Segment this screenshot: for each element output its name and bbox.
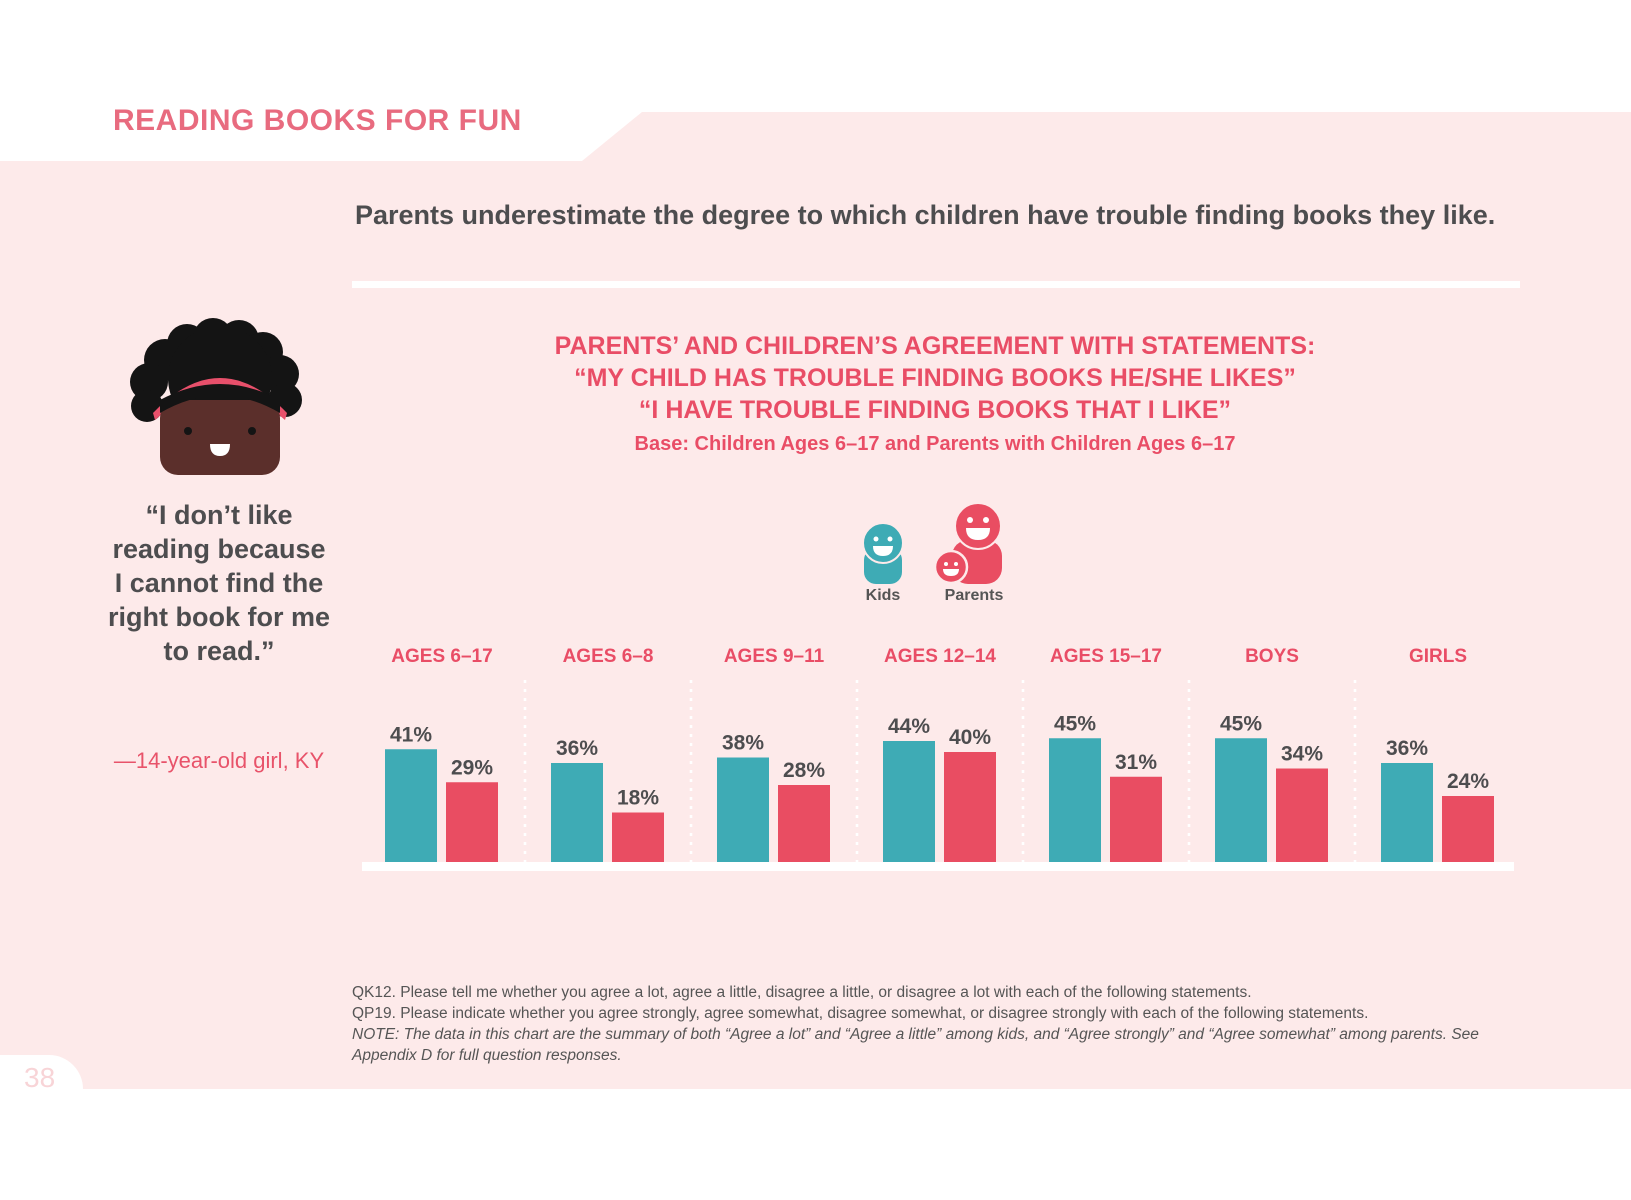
footnote-qk12: QK12. Please tell me whether you agree a lot, agree a little, disagree a little, or disagree a lot with each of the following statements.: [352, 984, 1252, 1001]
bar-kids-ages-9-11: [717, 758, 769, 863]
bar-parents-ages-12-14: [944, 752, 996, 862]
bar-parents-ages-9-11: [778, 785, 830, 862]
chart-title-line-1: PARENTS’ AND CHILDREN’S AGREEMENT WITH STATEMENTS:: [554, 332, 1316, 360]
category-label-ages-9-11: AGES 9–11: [723, 646, 825, 667]
bar-kids-ages-12-14: [883, 741, 935, 862]
section-title: READING BOOKS FOR FUN: [113, 104, 522, 137]
value-label-parents-ages-9-11: 28%: [782, 759, 826, 782]
bar-parents-ages-15-17: [1110, 777, 1162, 862]
category-label-ages-12-14: AGES 12–14: [884, 646, 996, 667]
chart-baseline: [362, 862, 1514, 871]
value-label-kids-boys: 45%: [1219, 712, 1263, 736]
headline: Parents underestimate the degree to which children have trouble finding books they like.: [355, 200, 1496, 230]
value-label-parents-ages-6-8: 18%: [616, 786, 660, 810]
category-label-ages-15-17: AGES 15–17: [1050, 646, 1162, 667]
value-label-kids-ages-6-17: 41%: [389, 723, 433, 747]
quote-text: “I don’t like reading because I cannot find the right book for me to read.”: [108, 500, 330, 666]
bar-parents-girls: [1442, 796, 1494, 862]
bar-parents-ages-6-17: [446, 782, 498, 862]
chart-title-line-2: “MY CHILD HAS TROUBLE FINDING BOOKS HE/SHE LIKES”: [574, 364, 1296, 392]
value-label-kids-ages-12-14: 44%: [887, 715, 931, 738]
bar-kids-ages-6-8: [551, 763, 603, 862]
value-label-parents-ages-12-14: 40%: [948, 726, 992, 749]
value-label-parents-ages-6-17: 29%: [450, 756, 494, 780]
bar-kids-boys: [1215, 738, 1267, 862]
bar-kids-ages-6-17: [385, 749, 437, 862]
bar-parents-boys: [1276, 769, 1328, 863]
legend-kids-label: Kids: [865, 587, 901, 604]
category-label-girls: GIRLS: [1408, 646, 1468, 667]
category-label-ages-6-17: AGES 6–17: [391, 646, 493, 667]
value-label-parents-ages-15-17: 31%: [1114, 750, 1158, 774]
footnote-note: NOTE: The data in this chart are the summary of both “Agree a lot” and “Agree a little” among kids, and “Agree strongly” and “Agree somewhat” among parents.: [352, 1026, 1447, 1043]
value-label-parents-boys: 34%: [1280, 742, 1324, 766]
value-label-kids-ages-6-8: 36%: [555, 737, 599, 760]
page-number: 38: [24, 1062, 56, 1093]
footnote-appendix: See Appendix D for full question responses.: [352, 1026, 1479, 1064]
footnote-qp19: QP19. Please indicate whether you agree strongly, agree somewhat, disagree somewhat, or disagree strongly with each of the following statements.: [352, 1005, 1369, 1022]
footnotes: [352, 982, 1532, 1066]
bar-kids-girls: [1381, 763, 1433, 862]
value-label-parents-girls: 24%: [1446, 770, 1490, 793]
quote-attribution: —14-year-old girl, KY: [113, 748, 325, 773]
chart-title-line-3: “I HAVE TROUBLE FINDING BOOKS THAT I LIKE”: [638, 396, 1232, 424]
value-label-kids-ages-15-17: 45%: [1053, 712, 1097, 736]
legend-parents-label: Parents: [944, 587, 1004, 604]
bar-kids-ages-15-17: [1049, 738, 1101, 862]
bar-parents-ages-6-8: [612, 813, 664, 863]
category-label-boys: BOYS: [1245, 646, 1299, 667]
category-label-ages-6-8: AGES 6–8: [562, 646, 654, 667]
value-label-kids-girls: 36%: [1385, 737, 1429, 760]
chart-subtitle: Base: Children Ages 6–17 and Parents with Children Ages 6–17: [634, 433, 1236, 455]
value-label-kids-ages-9-11: 38%: [721, 731, 765, 755]
